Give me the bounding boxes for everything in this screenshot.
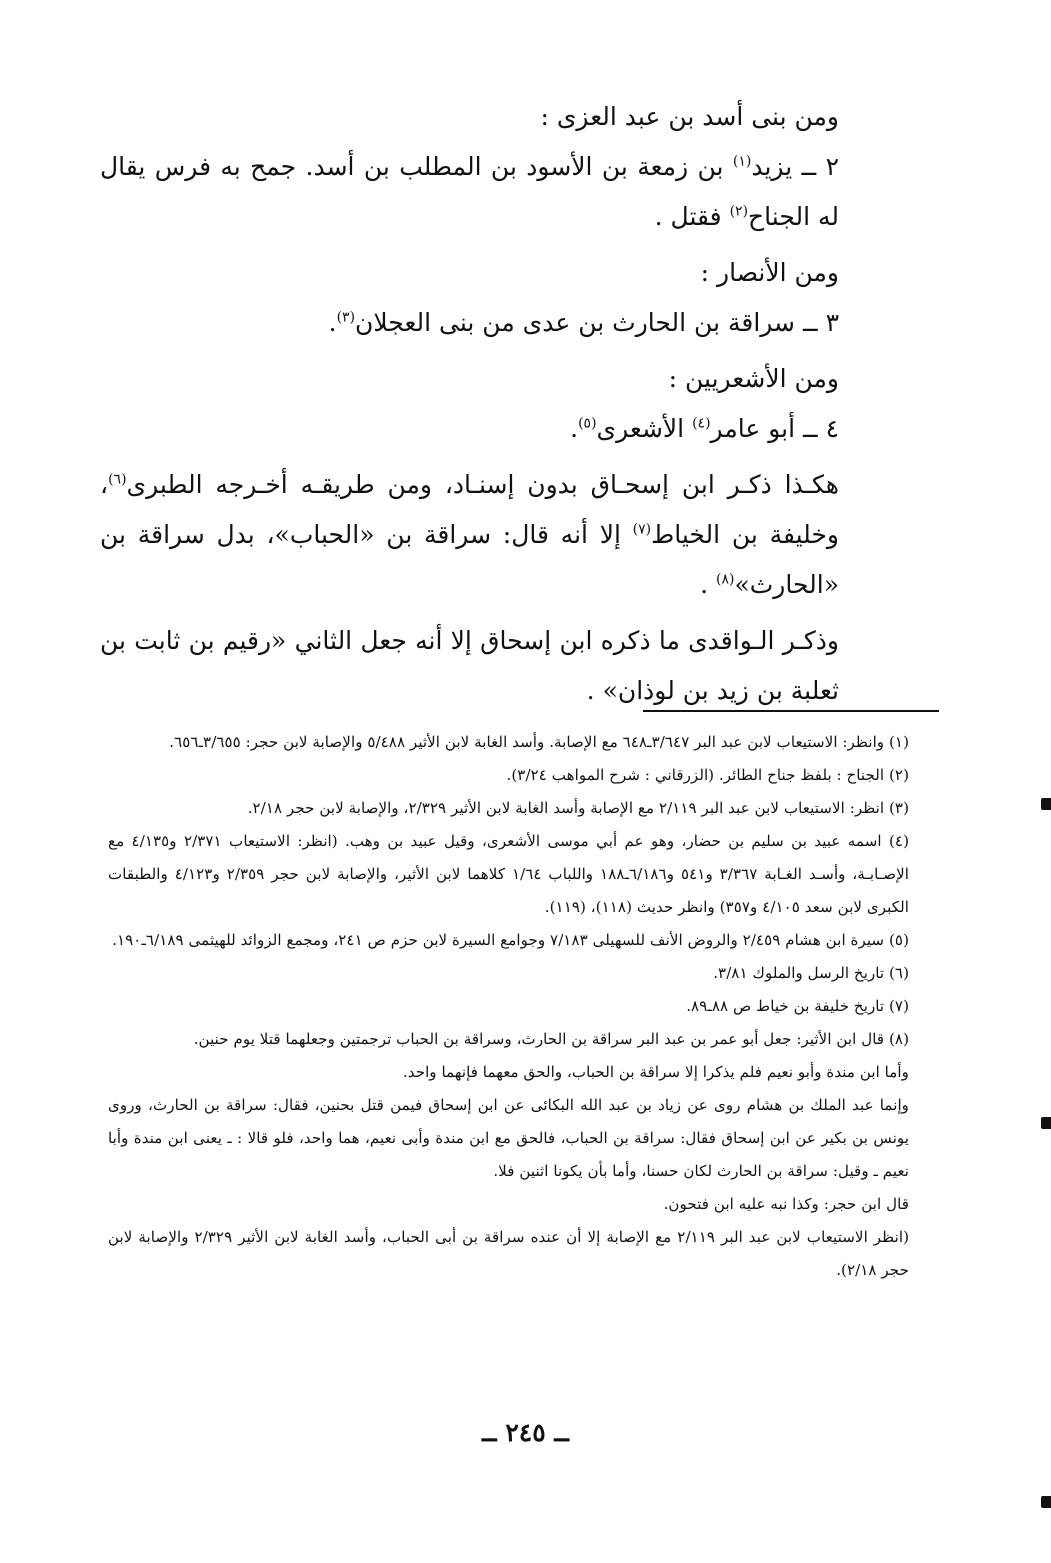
item-text: ٤ ــ أبو عامر: [710, 414, 839, 443]
footnote-ref[interactable]: (٣): [336, 309, 356, 326]
footnote-ref[interactable]: (٨): [716, 571, 735, 588]
footnote-ref[interactable]: (٧): [632, 521, 652, 538]
list-item: [100, 142, 901, 242]
footnote-continuation: وأما ابن مندة وأبو نعيم فلم يذكرا إلا سراقة بن الحباب، والحق معهما فإنهما واحد.: [402, 1063, 909, 1081]
section-heading: ومن الأشعريين :: [668, 364, 839, 393]
scan-edge-mark: [1041, 1117, 1051, 1129]
section-heading: ومن الأنصار :: [700, 258, 839, 287]
item-text: ٢ ــ يزيد: [751, 152, 839, 181]
footnote-ref[interactable]: (١): [732, 153, 752, 170]
footnote: (١) وانظر: الاستيعاب لابن عبد البر ٣/٦٤٧ـ٦٤٨ مع الإصابة. وأسد الغابة لابن الأثير ٥/٤٨٨ والإصابة لابن حجر: ٣/٦٥٥ـ٦٥٦.: [169, 733, 909, 751]
footnote: (٨) قال ابن الأثير: جعل أبو عمر بن عبد البر سراقة بن الحارث، وسراقة بن الحباب ترجمتين وجعلهما قتلا يوم حنين.: [193, 1030, 909, 1048]
footnote: (٢) الجناح : بلفظ جناح الطائر. (الزرقاني : شرح المواهب ٣/٢٤).: [506, 766, 909, 784]
item-text: الأشعرى: [596, 414, 693, 443]
footnote: (٣) انظر: الاستيعاب لابن عبد البر ٢/١١٩ مع الإصابة وأسد الغابة لابن الأثير ٢/٣٢٩، والإصابة لابن حجر ٢/١٨.: [247, 799, 909, 817]
scan-edge-mark: [1041, 1496, 1051, 1508]
footnote-ref[interactable]: (٦): [108, 471, 127, 488]
list-item: [100, 404, 901, 454]
footnote-separator: [643, 710, 939, 712]
footnote: (٥) سيرة ابن هشام ٢/٤٥٩ والروض الأنف للسهيلى ٧/١٨٣ وجوامع السيرة لابن حزم ص ٢٤١، ومجمع الزوائد للهيثمى ٦/١٨٩ـ١٩٠.: [112, 931, 909, 949]
section-heading: ومن بنى أسد بن عبد العزى :: [540, 102, 839, 131]
item-text: ٣ ــ سراقة بن الحارث بن عدى من بنى العجلان: [355, 308, 839, 337]
paragraph-text: إلا أنه قال: سراقة بن «الحباب»، بدل سراقة بن «الحارث»: [100, 520, 839, 599]
list-item: [100, 298, 901, 348]
footnote-ref[interactable]: (٢): [729, 203, 749, 220]
paragraph-text: هكـذا ذكـر ابن إسحـاق بدون إسنـاد، ومن طريقـه أخـرجه الطبرى: [126, 470, 839, 499]
footnote-continuation: (انظر الاستيعاب لابن عبد البر ٢/١١٩ مع الإصابة إلا أن عنده سراقة بن أبى الحباب، وأسد الغابة لابن الأثير ٢/٣٢٩ والإصابة لابن حجر ٢/١٨).: [108, 1228, 909, 1279]
footnotes: [108, 726, 939, 1287]
paragraph: [100, 460, 901, 610]
paragraph-text: ، وخليفة بن الخياط: [100, 470, 839, 549]
paragraph-text: .: [700, 570, 716, 599]
footnote: (٤) اسمه عبيد بن سليم بن حضار، وهو عم أبي موسى الأشعرى، وقيل عبيد بن وهب. (انظر: الاستيعاب ٢/٣٧١ و٤/١٣٥ مع الإصـابـة، وأسـد الغـابة ٣/٣٦٧ و٥٤١ و٦/١٨٦ـ١٨٨ واللباب ١/٦٤ كلاهما لابن الأثير، والإصابة لابن حجر ٢/٣٥٩ و٤/١٢٣ والطبقات الكبرى لابن سعد ٤/١٠٥ و٣٥٧) وانظر حديث (١١٨)، (١١٩).: [108, 832, 909, 916]
footnote: (٧) تاريخ خليفة بن خياط ص ٨٨ـ٨٩.: [686, 997, 909, 1015]
item-text: .: [570, 414, 579, 443]
footnote-continuation: وإنما عبد الملك بن هشام روى عن زياد بن عبد الله البكائى عن ابن إسحاق فيمن قتل بحنين، فقال: سراقة بن الحارث، وروى يونس بن بكير عن ابن إسحاق فقال: سراقة بن الحباب، فالحق مع ابن مندة وأبى نعيم، هما واحد، فلو قالا : ـ يعنى ابن مندة وأبا نعيم ـ وقيل: سراقة بن الحارث لكان حسنا، وأما بأن يكونا اثنين فلا.: [108, 1096, 909, 1180]
page-number: ــ ٢٤٥ ــ: [481, 1418, 569, 1447]
footnote-continuation: قال ابن حجر: وكذا نبه عليه ابن فتحون.: [663, 1195, 909, 1213]
footnote-ref[interactable]: (٥): [578, 415, 597, 432]
scan-edge-mark: [1041, 798, 1051, 810]
paragraph: وذكـر الـواقدى ما ذكره ابن إسحاق إلا أنه جعل الثاني «رقيم بن ثابت بن ثعلبة بن زيد بن لوذان» .: [100, 626, 839, 705]
item-text: بن زمعة بن الأسود بن المطلب بن أسد. جمح به فرس يقال له الجناح: [100, 152, 839, 231]
item-text: .: [328, 308, 337, 337]
footnote: (٦) تاريخ الرسل والملوك ٣/٨١.: [713, 964, 909, 982]
footnote-ref[interactable]: (٤): [692, 415, 711, 432]
main-text: [100, 92, 901, 716]
item-text: فقتل .: [654, 202, 730, 231]
